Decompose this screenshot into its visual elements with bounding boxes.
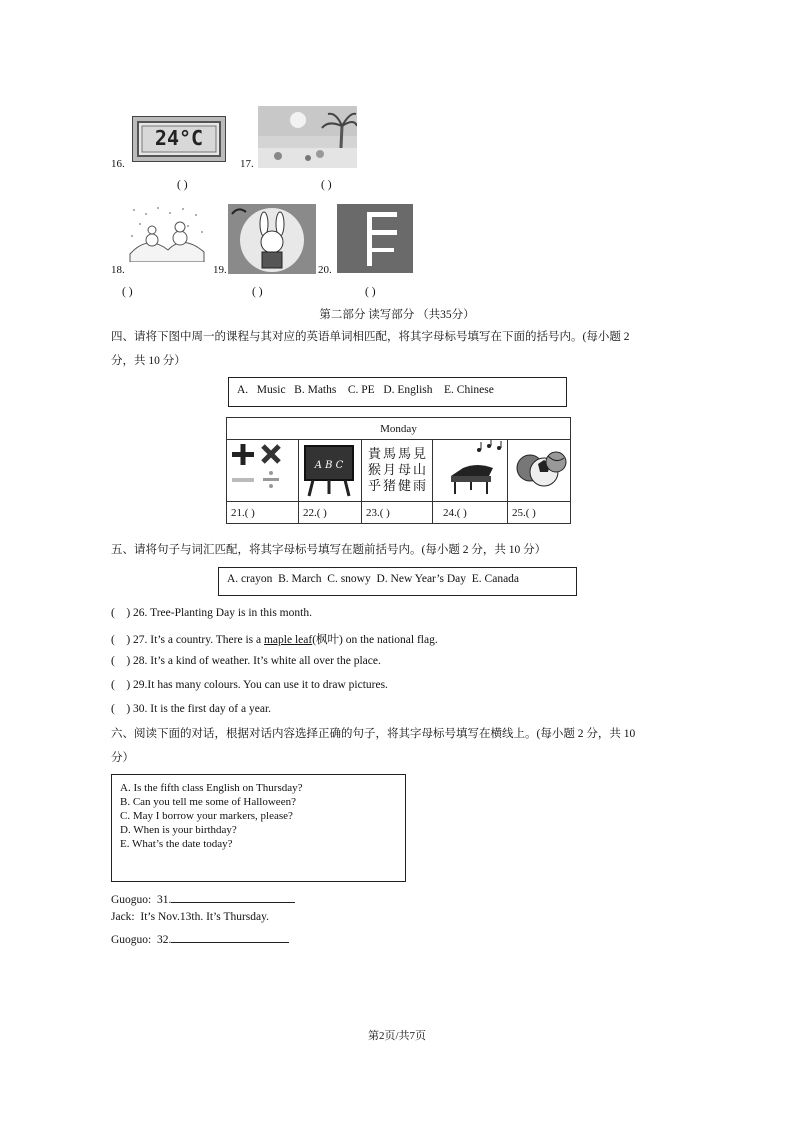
chinese-char: 乎 [367,478,381,494]
item-text: 30. It is the first day of a year. [133,703,272,715]
dialogue-option: C. May I borrow your markers, please? [120,810,293,822]
dialogue-option: B. Can you tell me some of Halloween? [120,796,296,808]
piano-music-image [433,440,508,502]
item-text-tail: (枫叶) on the national flag. [312,634,438,646]
item-text: 29.It has many colours. You can use it to draw pictures. [133,679,388,691]
chinese-char: 山 [412,462,426,478]
q17-paren: ( ) [321,179,332,191]
dialogue-text: Guoguo: 32. [111,934,172,946]
chinese-characters-image [362,440,433,502]
monday-header: Monday [227,418,571,440]
q20-number: 20. [318,264,332,276]
section5-options-box [218,567,577,596]
answer-paren: ( ) [111,703,134,715]
dialogue-option: E. What’s the date today? [120,838,233,850]
chinese-char: 馬 [382,446,396,462]
dialogue-line [111,931,289,946]
chinese-char: 月 [382,462,396,478]
dialogue-text: Jack: It’s Nov.13th. It’s Thursday. [111,911,270,923]
answer-paren: ( ) [111,655,134,667]
chinese-char: 見 [412,446,426,462]
answer-blank-line[interactable] [171,891,295,903]
blackboard-text: A B C [314,460,344,471]
section4-instruction-line1: 四、请将下图中周一的课程与其对应的英语单词相匹配，将其字母标号填写在下面的括号内。(每小题 2 [111,331,630,343]
temperature-text: 24°C [154,126,204,150]
answer-25: 25.( ) [508,502,571,524]
section5-item [111,703,271,715]
answer-paren: ( ) [111,607,134,619]
q17-number: 17. [240,158,254,170]
answer-22: 22.( ) [299,502,362,524]
section5-item [111,631,438,647]
answer-23: 23.( ) [362,502,433,524]
section5-instruction: 五、请将句子与词汇匹配，将其字母标号填写在题前括号内。(每小题 2 分，共 10 分） [111,544,547,556]
part2-title: 第二部分 读写部分 （共35分） [319,309,475,321]
chinese-char: 馬 [397,446,411,462]
section6-instruction-line1: 六、阅读下面的对话，根据对话内容选择正确的句子，将其字母标号填写在横线上。(每小题 2 分，共 10 [111,728,636,740]
q18-paren: ( ) [122,286,133,298]
q18-number: 18. [111,264,125,276]
answer-paren: ( ) [111,679,134,691]
chinese-char: 健 [397,478,411,494]
chinese-char: 母 [397,462,411,478]
section4-options: A. Music B. Maths C. PE D. English E. Chinese [237,384,494,396]
dialogue-text: Guoguo: 31. [111,894,172,906]
dialogue-option: A. Is the fifth class English on Thursday? [120,782,303,794]
answer-21: 21.( ) [227,502,299,524]
section6-instruction-line2: 分） [111,752,134,764]
section6-options-box [111,774,406,882]
pe-balls-image [508,440,571,502]
answer-blank-line[interactable] [171,931,289,943]
item-text: 26. Tree-Planting Day is in this month. [133,607,312,619]
dialogue-line [111,891,295,906]
item-text: 27. It’s a country. There is a [133,634,264,646]
sunny-beach-image [258,106,357,168]
section5-options: A. crayon B. March C. snowy D. New Year’s Day E. Canada [227,573,520,585]
section5-item [111,607,312,619]
answer-24: 24.( ) [433,502,508,524]
chinese-char: 貴 [367,446,381,462]
monday-schedule-table [226,417,571,524]
dialogue-option: D. When is your birthday? [120,824,237,836]
q19-paren: ( ) [252,286,263,298]
underlined-term: maple leaf [263,634,313,646]
section5-item [111,655,381,667]
section4-options-box [228,377,567,407]
section5-item [111,679,388,691]
english-blackboard-image [299,440,362,502]
item-text: 28. It’s a kind of weather. It’s white all over the place. [133,655,381,667]
q16-paren: ( ) [177,179,188,191]
dialogue-line [111,911,269,923]
q16-number: 16. [111,158,125,170]
q19-number: 19. [213,264,227,276]
sign-symbol-image [337,204,413,273]
chinese-char: 猪 [382,478,396,494]
answer-paren: ( ) [111,634,134,646]
cold-rabbit-image [228,204,316,274]
page-footer: 第2页/共7页 [367,1030,427,1042]
snowy-scene-image [128,204,206,262]
q20-paren: ( ) [365,286,376,298]
section4-instruction-line2: 分，共 10 分） [111,355,186,367]
chinese-char: 猴 [367,462,381,478]
maths-image [227,440,299,502]
thermometer-display-image [132,116,226,162]
chinese-char: 雨 [412,478,426,494]
